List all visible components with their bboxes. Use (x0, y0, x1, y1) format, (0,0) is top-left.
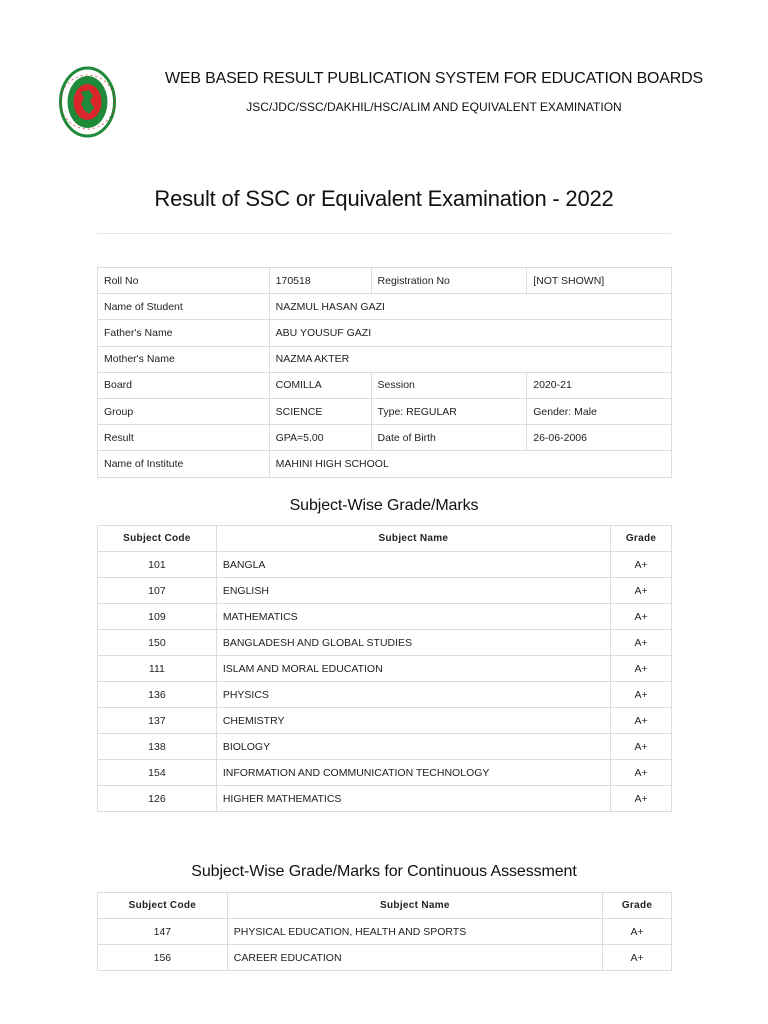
ca-grades-table (97, 892, 672, 971)
info-label: Result (98, 425, 270, 451)
grade-cell: A+ (611, 552, 672, 578)
subject-name-cell: CAREER EDUCATION (227, 945, 602, 971)
subject-name-cell: PHYSICAL EDUCATION, HEALTH AND SPORTS (227, 919, 602, 945)
subject-name-cell: ISLAM AND MORAL EDUCATION (216, 656, 610, 682)
grade-cell: A+ (611, 786, 672, 812)
table-row (98, 294, 672, 320)
info-label: Registration No (371, 268, 527, 294)
column-header-name: Subject Name (216, 526, 610, 552)
subject-code-cell: 126 (98, 786, 217, 812)
info-value: 2020-21 (527, 372, 672, 398)
table-row (98, 346, 672, 372)
grade-cell: A+ (611, 578, 672, 604)
table-header-row (98, 526, 672, 552)
table-row (98, 268, 672, 294)
info-value: SCIENCE (269, 398, 371, 424)
table-row (98, 451, 672, 477)
grade-cell: A+ (611, 708, 672, 734)
subject-code-cell: 136 (98, 682, 217, 708)
info-value: GPA=5.00 (269, 425, 371, 451)
info-label: Father's Name (98, 320, 270, 346)
column-header-code: Subject Code (98, 526, 217, 552)
subject-name-cell: MATHEMATICS (216, 604, 610, 630)
table-row (98, 919, 672, 945)
subject-name-cell: BANGLA (216, 552, 610, 578)
subject-code-cell: 109 (98, 604, 217, 630)
info-label: Board (98, 372, 270, 398)
info-value: [NOT SHOWN] (527, 268, 672, 294)
grade-cell: A+ (611, 656, 672, 682)
info-label: Name of Institute (98, 451, 270, 477)
info-value: NAZMUL HASAN GAZI (269, 294, 671, 320)
page-header (0, 0, 768, 150)
info-label: Group (98, 398, 270, 424)
info-value: Type: REGULAR (371, 398, 527, 424)
column-header-code: Subject Code (98, 893, 228, 919)
grade-cell: A+ (611, 760, 672, 786)
header-title: WEB BASED RESULT PUBLICATION SYSTEM FOR EDUCATION BOARDS (165, 70, 703, 87)
table-row (98, 734, 672, 760)
table-row (98, 760, 672, 786)
divider (97, 233, 671, 234)
info-label: Name of Student (98, 294, 270, 320)
table-header-row (98, 893, 672, 919)
info-value: ABU YOUSUF GAZI (269, 320, 671, 346)
info-label: Session (371, 372, 527, 398)
subject-code-cell: 154 (98, 760, 217, 786)
column-header-name: Subject Name (227, 893, 602, 919)
column-header-grade: Grade (611, 526, 672, 552)
subject-code-cell: 147 (98, 919, 228, 945)
table-row (98, 682, 672, 708)
subject-name-cell: ENGLISH (216, 578, 610, 604)
subject-name-cell: HIGHER MATHEMATICS (216, 786, 610, 812)
table-row (98, 372, 672, 398)
subject-code-cell: 101 (98, 552, 217, 578)
grade-cell: A+ (603, 945, 672, 971)
subject-name-cell: BANGLADESH AND GLOBAL STUDIES (216, 630, 610, 656)
info-label: Roll No (98, 268, 270, 294)
info-value: MAHINI HIGH SCHOOL (269, 451, 671, 477)
table-row (98, 552, 672, 578)
table-row (98, 320, 672, 346)
subject-code-cell: 156 (98, 945, 228, 971)
table-row (98, 398, 672, 424)
subject-code-cell: 150 (98, 630, 217, 656)
subject-code-cell: 137 (98, 708, 217, 734)
grade-cell: A+ (611, 630, 672, 656)
info-value: 26-06-2006 (527, 425, 672, 451)
column-header-grade: Grade (603, 893, 672, 919)
subject-code-cell: 111 (98, 656, 217, 682)
page-title: Result of SSC or Equivalent Examination - 2022 (154, 186, 614, 211)
grades-table (97, 525, 672, 812)
table-row (98, 708, 672, 734)
ca-section-title: Subject-Wise Grade/Marks for Continuous Assessment (191, 863, 577, 880)
subject-name-cell: PHYSICS (216, 682, 610, 708)
info-label: Date of Birth (371, 425, 527, 451)
info-value: Gender: Male (527, 398, 672, 424)
table-row (98, 604, 672, 630)
info-value: COMILLA (269, 372, 371, 398)
table-row (98, 945, 672, 971)
info-value: 170518 (269, 268, 371, 294)
grade-cell: A+ (611, 734, 672, 760)
grades-section-title: Subject-Wise Grade/Marks (289, 497, 479, 514)
student-info-table (97, 267, 672, 478)
header-subtitle: JSC/JDC/SSC/DAKHIL/HSC/ALIM AND EQUIVALENT EXAMINATION (246, 100, 622, 114)
subject-name-cell: BIOLOGY (216, 734, 610, 760)
table-row (98, 578, 672, 604)
table-row (98, 786, 672, 812)
table-row (98, 425, 672, 451)
subject-code-cell: 138 (98, 734, 217, 760)
subject-name-cell: INFORMATION AND COMMUNICATION TECHNOLOGY (216, 760, 610, 786)
subject-code-cell: 107 (98, 578, 217, 604)
subject-name-cell: CHEMISTRY (216, 708, 610, 734)
table-row (98, 656, 672, 682)
grade-cell: A+ (611, 682, 672, 708)
info-label: Mother's Name (98, 346, 270, 372)
info-value: NAZMA AKTER (269, 346, 671, 372)
table-row (98, 630, 672, 656)
grade-cell: A+ (603, 919, 672, 945)
grade-cell: A+ (611, 604, 672, 630)
